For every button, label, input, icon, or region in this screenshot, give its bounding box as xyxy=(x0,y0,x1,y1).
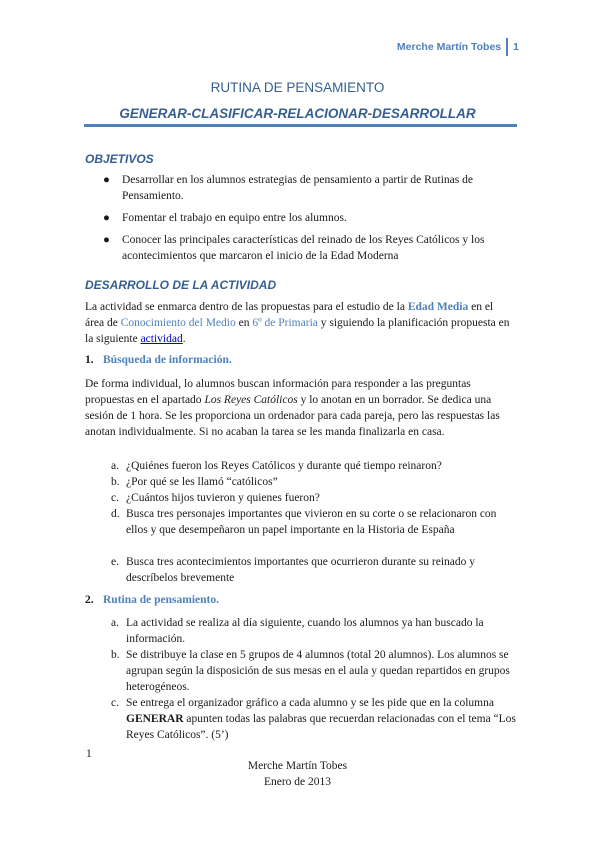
header-page-number: 1 xyxy=(513,41,519,53)
section-2-heading: 2. Rutina de pensamiento. xyxy=(85,594,219,606)
objective-item: ● Conocer las principales características del reinado de los Reyes Católicos y los acontecimientos que marcaron el inicio de la Edad Moderna xyxy=(103,234,485,262)
heading-objetivos: OBJETIVOS xyxy=(85,152,154,166)
objective-item: ● Fomentar el trabajo en equipo entre los alumnos. xyxy=(103,212,347,224)
list-item: a. La actividad se realiza al día siguiente, cuando los alumnos ya han buscado la información. xyxy=(111,617,484,645)
bullet-icon: ● xyxy=(103,234,110,246)
footer-author: Merche Martín Tobes xyxy=(247,760,348,772)
list-item: a. ¿Quiénes fueron los Reyes Católicos y durante qué tiempo reinaron? xyxy=(111,460,442,472)
document-title: RUTINA DE PENSAMIENTO xyxy=(210,80,385,95)
section-1-paragraph: De forma individual, lo alumnos buscan información para responder a las preguntas propuestas en el apartado Los Reyes Católicos y lo anotan en un borrador. Se dedica una sesión de 1 hora. Se les proporciona un ordenador para cada pareja, pero las respuestas las anotan individualmente. Si no acaban la tarea se les manda finalizarla en casa. xyxy=(85,378,500,438)
bullet-icon: ● xyxy=(103,212,110,224)
list-item: e. Busca tres acontecimientos importantes que ocurrieron durante su reinado y descríbelos brevemente xyxy=(111,556,476,584)
footer-date: Enero de 2013 xyxy=(263,776,332,788)
list-item: b. Se distribuye la clase en 5 grupos de 4 alumnos (total 20 alumnos). Los alumnos se agrupan según la disposición de sus mesas en el aula y quedan repartidos en grupos heterogéneos. xyxy=(111,649,510,693)
edad-media-term: Edad Media xyxy=(407,301,469,313)
footer-page-number: 1 xyxy=(86,748,92,760)
list-item: b. ¿Por qué se les llamó “católicos” xyxy=(111,476,278,488)
intro-paragraph: La actividad se enmarca dentro de las propuestas para el estudio de la Edad Media en el área de Conocimiento del Medio en 6º de Primaria y siguiendo la planificación propuesta en la siguiente actividad. xyxy=(85,301,510,345)
list-item: d. Busca tres personajes importantes que vivieron en su corte o se relacionaron con ellos y que desempeñaron un papel importante en la Historia de España xyxy=(111,508,497,536)
header-divider xyxy=(506,38,508,56)
actividad-link[interactable]: actividad xyxy=(140,333,183,345)
heading-desarrollo: DESARROLLO DE LA ACTIVIDAD xyxy=(85,278,277,292)
course-term: 6º de Primaria xyxy=(252,317,318,329)
title-rule xyxy=(84,124,517,127)
document-subtitle: GENERAR-CLASIFICAR-RELACIONAR-DESARROLLAR xyxy=(119,106,476,121)
page-header xyxy=(397,38,519,56)
header-author: Merche Martín Tobes xyxy=(396,41,502,53)
bullet-icon: ● xyxy=(103,174,110,186)
objective-item: ● Desarrollar en los alumnos estrategias de pensamiento a partir de Rutinas de Pensamiento. xyxy=(103,174,473,202)
section-1-heading: 1. Búsqueda de información. xyxy=(85,354,232,366)
area-term: Conocimiento del Medio xyxy=(120,317,236,329)
list-item: c. ¿Cuántos hijos tuvieron y quienes fueron? xyxy=(111,492,320,504)
list-item: c. Se entrega el organizador gráfico a cada alumno y se les pide que en la columna GENERAR apunten todas las palabras que recuerdan relacionadas con el tema “Los Reyes Católicos”. (5’) xyxy=(111,697,516,741)
